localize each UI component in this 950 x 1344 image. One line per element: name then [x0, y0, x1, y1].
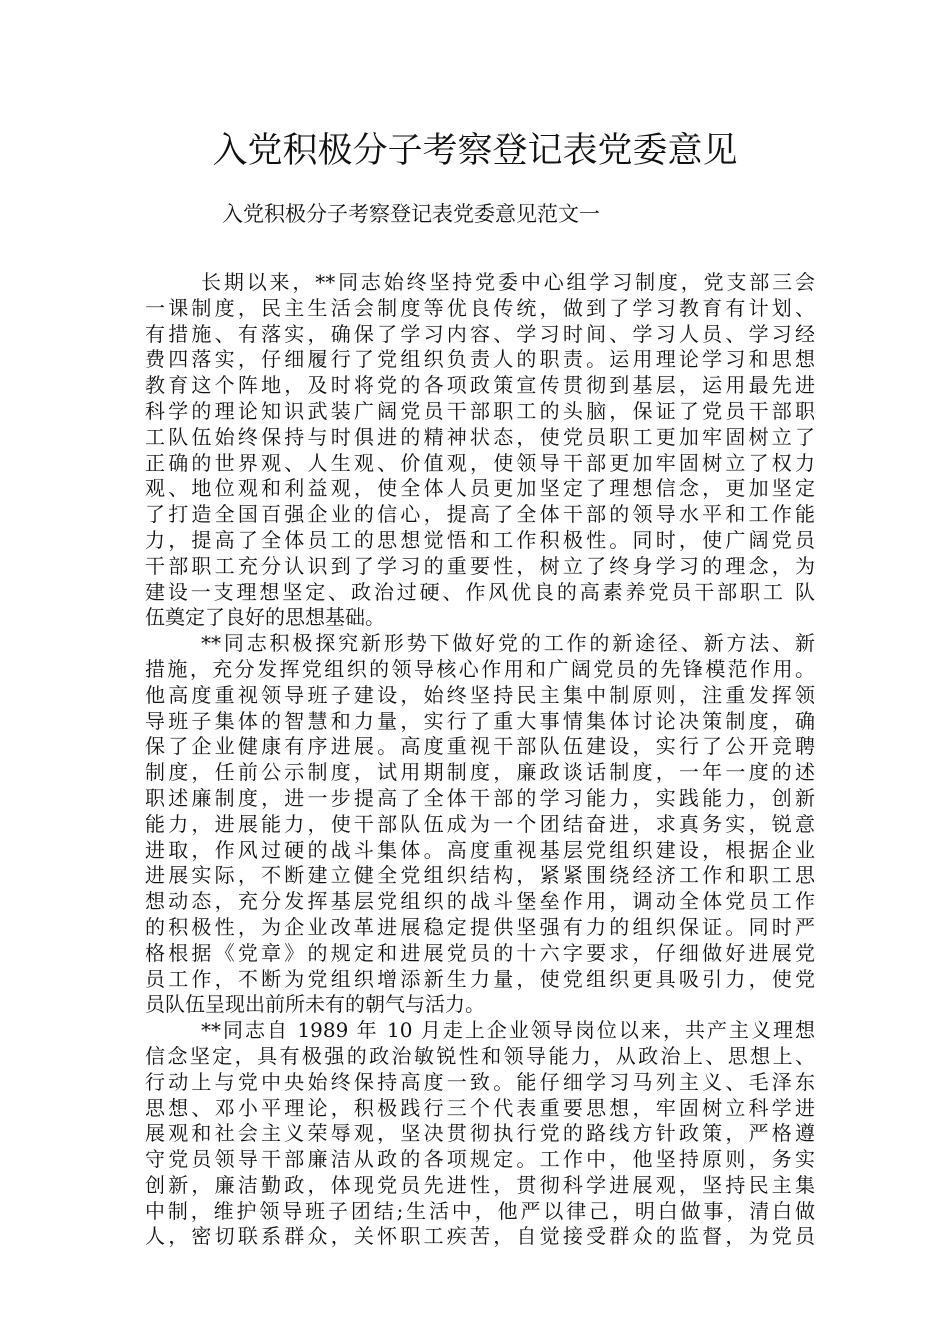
body-text-line: 进展实际，不断建立健全党组织结构，紧紧围绕经济工作和职工思	[145, 863, 815, 888]
body-text-line: 保了企业健康有序进展。高度重视干部队伍建设，实行了公开竞聘	[145, 734, 815, 759]
body-text-line: **同志积极探究新形势下做好党的工作的新途径、新方法、新	[201, 631, 815, 656]
body-text-line: 导班子集体的智慧和力量，实行了重大事情集体讨论决策制度，确	[145, 708, 815, 733]
body-text-line: 进取，作风过硬的战斗集体。高度重视基层党组织建设，根据企业	[145, 837, 815, 862]
body-text-line: 守党员领导干部廉洁从政的各项规定。工作中，他坚持原则，务实	[145, 1147, 815, 1172]
body-text-line: 展观和社会主义荣辱观，坚决贯彻执行党的路线方针政策，严格遵	[145, 1121, 815, 1146]
body-text-line: 人，密切联系群众，关怀职工疾苦，自觉接受群众的监督，为党员	[145, 1224, 815, 1249]
document-title: 入党积极分子考察登记表党委意见	[212, 131, 738, 171]
body-text-line: 思想、邓小平理论，积极践行三个代表重要思想，牢固树立科学进	[145, 1095, 815, 1120]
body-text-line: 一课制度，民主生活会制度等优良传统，做到了学习教育有计划、	[145, 295, 815, 320]
body-text-line: 教育这个阵地，及时将党的各项政策宣传贯彻到基层，运用最先进	[145, 373, 815, 398]
body-text-line: 创新，廉洁勤政，体现党员先进性，贯彻科学进展观，坚持民主集	[145, 1172, 815, 1197]
body-text-line: 干部职工充分认识到了学习的重要性，树立了终身学习的理念，为	[145, 553, 815, 578]
body-text-line: 职述廉制度，进一步提高了全体干部的学习能力，实践能力，创新	[145, 785, 815, 810]
body-text-line: 制度，任前公示制度，试用期制度，廉政谈话制度，一年一度的述	[145, 760, 815, 785]
body-text-line: 力，提高了全体员工的思想觉悟和工作积极性。同时，使广阔党员	[145, 527, 815, 552]
body-text-line: 工队伍始终保持与时俱进的精神状态，使党员职工更加牢固树立了	[145, 424, 815, 449]
document-subtitle: 入党积极分子考察登记表党委意见范文一	[222, 202, 600, 226]
body-text-line: 员工作，不断为党组织增添新生力量，使党组织更具吸引力，使党	[145, 966, 815, 991]
body-text-line: 伍奠定了良好的思想基础。	[145, 605, 385, 630]
document-body	[145, 270, 815, 1250]
body-text-line: **同志自 1989 年 10 月走上企业领导岗位以来，共产主义理想	[201, 1018, 815, 1043]
body-text-line: 员队伍呈现出前所未有的朝气与活力。	[145, 992, 485, 1017]
body-text-line: 了打造全国百强企业的信心，提高了全体干部的领导水平和工作能	[145, 502, 815, 527]
body-text-line: 有措施、有落实，确保了学习内容、学习时间、学习人员、学习经	[145, 321, 815, 346]
body-text-line: 他高度重视领导班子建设，始终坚持民主集中制原则，注重发挥领	[145, 682, 815, 707]
body-text-line: 费四落实，仔细履行了党组织负责人的职责。运用理论学习和思想	[145, 347, 815, 372]
body-text-line: 中制，维护领导班子团结;生活中，他严以律己，明白做事，清白做	[145, 1198, 815, 1223]
body-text-line: 的积极性，为企业改革进展稳定提供坚强有力的组织保证。同时严	[145, 914, 815, 939]
body-text-line: 建设一支理想坚定、政治过硬、作风优良的高素养党员干部职工 队	[145, 579, 815, 604]
body-text-line: 长期以来，**同志始终坚持党委中心组学习制度，党支部三会	[201, 270, 815, 294]
body-text-line: 信念坚定，具有极强的政治敏锐性和领导能力，从政治上、思想上、	[145, 1043, 815, 1068]
body-text-line: 正确的世界观、人生观、价值观，使领导干部更加牢固树立了权力	[145, 450, 815, 475]
body-text-line: 科学的理论知识武装广阔党员干部职工的头脑，保证了党员干部职	[145, 398, 815, 423]
body-text-line: 能力，进展能力，使干部队伍成为一个团结奋进，求真务实，锐意	[145, 811, 815, 836]
body-text-line: 想动态，充分发挥基层党组织的战斗堡垒作用，调动全体党员工作	[145, 889, 815, 914]
body-text-line: 观、地位观和利益观，使全体人员更加坚定了理想信念，更加坚定	[145, 476, 815, 501]
body-text-line: 行动上与党中央始终保持高度一致。能仔细学习马列主义、毛泽东	[145, 1069, 815, 1094]
body-text-line: 格根据《党章》的规定和进展党员的十六字要求，仔细做好进展党	[145, 940, 815, 965]
body-text-line: 措施，充分发挥党组织的领导核心作用和广阔党员的先锋模范作用。	[145, 656, 815, 681]
